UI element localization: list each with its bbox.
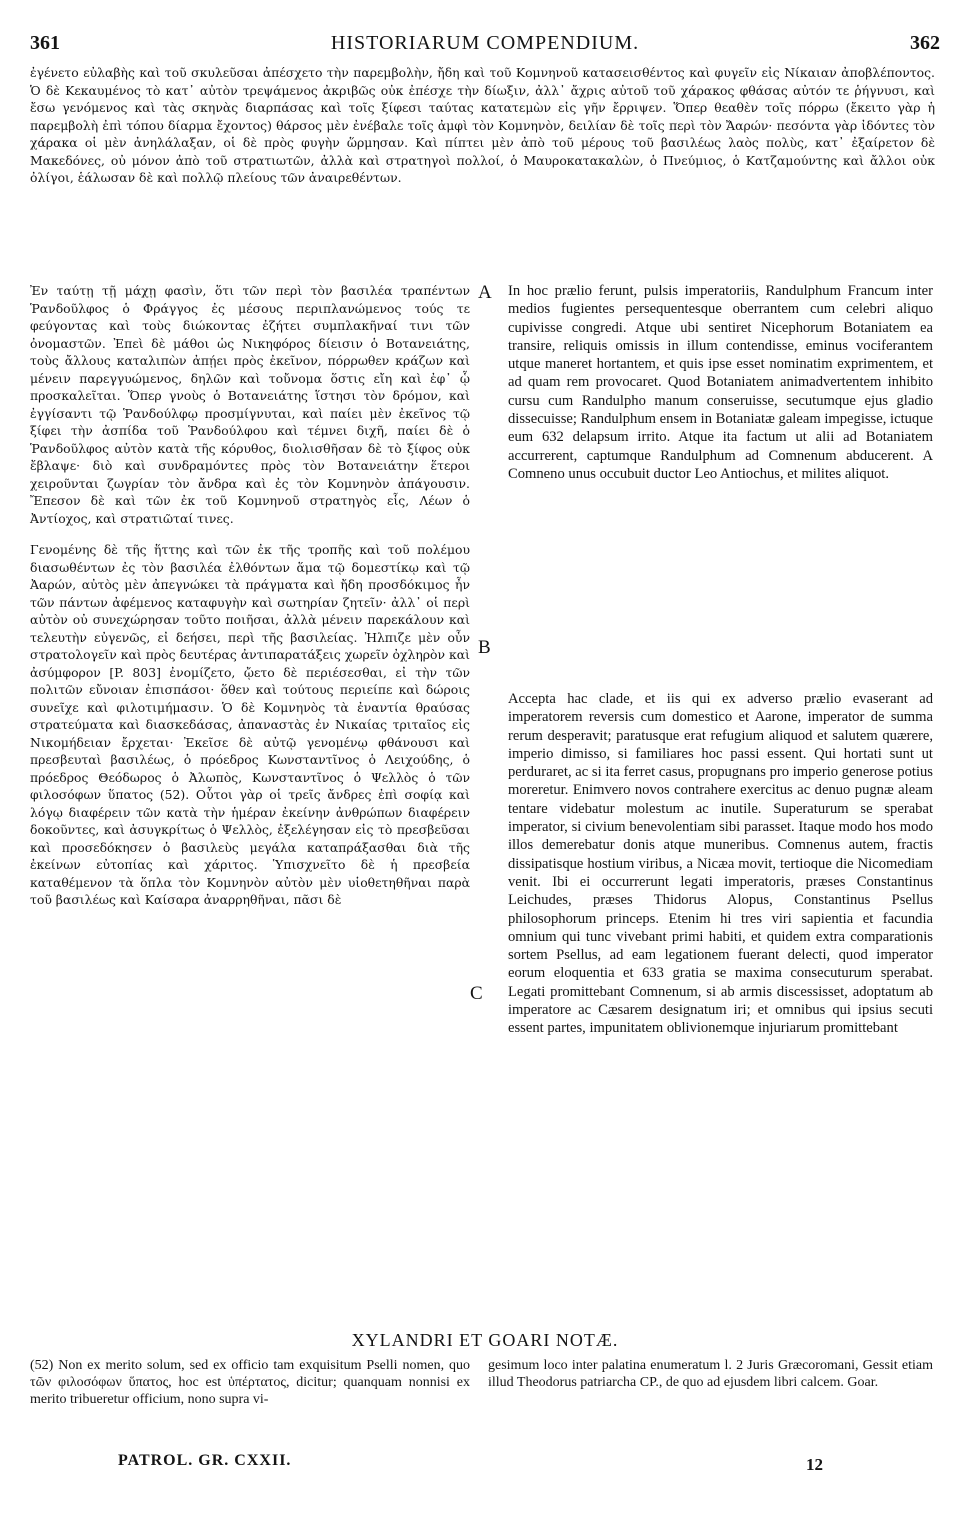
greek-paragraph-2: Γενομένης δὲ τῆς ἥττης καὶ τῶν ἐκ τῆς τροπῆς καὶ τοῦ πολέμου διασωθέντων ἐς τὸν βασιλέα ἐλθόντων ἅμα τῷ δομεστίκῳ καὶ τῷ Ἀαρών, αὐτὸς μὲν ἀπεγνώκει τὰ πράγματα καὶ ἤδη προσδόκιμος ἦν τῶν πάντων ἀφέμενος καταφυγὴν καὶ σωτηρίαν ζητεῖν· ἀλλ᾽ οἱ περὶ αὐτὸν οὐ συνεχώρησαν τοῦτο ποιῆσαι, ἀλλὰ μένειν παρεκάλουν καὶ τελευτὴν εὐγενῶς, εἰ δεήσει, περὶ τῆς βασιλείας. Ἠλπιζε μὲν οὖν στρατολογεῖν καὶ πρὸς δευτέρας ἀντιπαρατάξεις χωρεῖν ὀχληρὸν καὶ ἀσύμφορον [P. 803] ἐνομίζετο, ᾤετο δὲ περιέσεσθαι, εἰ τὴν τῶν πολιτῶν εὔνοιαν ἐπισπάσοι· ὅθεν καὶ τούτους περιείπε καὶ δώροις συνεῖχε καὶ φιλοτιμήμασιν. Ὁ δὲ Κομνηνὸς τὰ ἐναντία θραύσας στρατεύματα καὶ διασκεδάσας, ἀπαναστὰς ἐν Νικαίας τριταῖος εἰς Νικομήδειαν ἔρχεται· Ἐκεῖσε δὲ αὐτῷ γενομένῳ φθάνουσι καὶ πρεσβευταὶ βασιλέως, ὁ πρόεδρος Κωνσταντῖνος ὁ Λειχούδης, ὁ πρόεδρος Θεόδωρος ὁ Ἀλωπὸς, Κωνσταντῖνος ὁ Ψελλὸς ὁ τῶν φιλοσόφων ὕπατος (52). Οὗτοι γὰρ οἱ τρεῖς ἄνδρες ἐπὶ σοφίᾳ καὶ λόγῳ διαφέρειν τῶν κατὰ τὴν ἡμέραν ἐκείνην ἀνθρώπων διαφέρειν δοκοῦντες, καὶ ἀσυγκρίτως ὁ Ψελλὸς, ἐξελέγησαν εἰς τὸ πρεσβεῦσαι καὶ προσεδόκησεν ὁ βασιλεὺς μεγάλα καταπράξασθαι διὰ τῆς ἐκείνων εὐτοπίας καὶ χάριτος. Ὑπισχνεῖτο δὲ ἡ πρεσβεία καταθέμενον τὰ ὅπλα τὸν Κομνηνὸν αὐτὸν μὲν υἱοθετηθῆναι παρὰ τοῦ βασιλέως καὶ Καίσαρα ἀναρρηθῆναι, πᾶσι δὲ bbox=[30, 542, 470, 907]
footnote-left: (52) Non ex merito solum, sed ex officio tam exquisitum Pselli nomen, quo τῶν φιλοσόφων ὕπατος, hoc est ὑπέρτατος, dicitur; quanquam nonnisi ex merito tribueretur officium, nono supra vi- bbox=[30, 1358, 470, 1407]
section-marker-c: C bbox=[470, 983, 483, 1004]
greek-text-top: ἐγένετο εὐλαβὴς καὶ τοῦ σκυλεῦσαι ἀπέσχετο τὴν παρεμβολὴν, ἤδη καὶ τοῦ Κομνηνοῦ κατασεισθέντος καὶ φυγεῖν εἰς Νίκαιαν ἀποβλέποντος. Ὁ δὲ Κεκαυμένος τὸ κατ᾽ αὐτὸν τρεψάμενος ἀκριβῶς οὐκ ἐπέσχε τὴν δίωξιν, ἀλλ᾽ ἄχρις αὐτοῦ τοῦ χάρακος φθάσας αὐτόν τε ῥήγνυσι, καὶ ἔσω γενόμενος καὶ τὰς σκηνὰς διαρπάσας καὶ τοῖς ξίφεσι ταύτας κατατεμὼν εἰς γῆν ἔρριψεν. Ὅπερ θεαθὲν τοῖς πόρρω (ἔκειτο γὰρ ἡ παρεμβολὴ ἐπὶ τόπου δίαρμα ἔχοντος) θάρσος μὲν ἐνέβαλε τοῖς ἀμφὶ τὸν Κομνηνὸν, δειλίαν δὲ τοῖς περὶ τὸν Ἄαρών· πεσόντα γὰρ ἰδόντες τὸν χάρακα οἱ μὲν ἀνηλάλαξαν, οἱ δὲ πρὸς φυγὴν ὥρμησαν. Καὶ πίπτει μὲν ἀπὸ τοῦ μέρους τοῦ βασιλέως λαὸς πολὺς, κατ᾽ ἐξαίρετον δὲ Μακεδόνες, οὐ μόνον ἀπὸ τοῦ στρατιωτῶν, ἀλλὰ καὶ στρατηγοὶ πολλοί, ὁ Μαυροκατακαλὼν, ὁ Πνεύμιος, ὁ Κατζαμούντης καὶ ἄλλοι οὐκ ὀλίγοι, ἑάλωσαν δὲ καὶ πολλῷ πλείους τῶν ἀναιρεθέντων. bbox=[30, 65, 935, 185]
notes-title: XYLANDRI ET GOARI NOTÆ. bbox=[351, 1330, 619, 1350]
latin-translation-c: Accepta hac clade, et iis qui ex adverso prælio evaserant ad imperatorem reversis cum domestico et Aarone, imperator de summa rerum desperavit; paratusque erat refugium aliquod et salutem quærere, imperio dimisso, si familiares hoc passi essent. Qui hortati sunt ut perduraret, ac si ita ferret casus, propugnans pro imperio generose potius moreretur. Enimvero novos contrahere exercitus ac denuo pugnæ aleam tentare videbatur molestum ac inutile. Superaturum se sperabat imperator, si civium benevolentiam sibi parasset. Itaque modo hos modo illos demerebatur donis atque muneribus. Comnenus autem, fractis dissipatisque hostium viribus, a Nicæa movit, tertioque die Nicomediam venit. Ibi ei occurrerunt legati imperatoris, præses Constantinus Leichudes, præses Thidorus Alopus, Constantinus Psellus philosophorum princeps. Etenim hi tres viri sapientia et facundia omnium qui tunc vivebant primi habiti, et quidem extra comparationis sortem Psellus, ad eam legationem fuerant delecti, quod imperator eorum eloquentia et 633 gratia se maxima consecuturum sperabat. Legati promittebant Comnenum, si ab armis discessisset, adoptatum ab imperatore ac Cæsarem designatum iri; et omnibus qui ipsius secuti essent partes, impunitatem oblivionemque injuriarum promittebant bbox=[508, 691, 933, 1037]
greek-text-left-column bbox=[30, 282, 470, 909]
greek-paragraph-1: Ἐν ταύτῃ τῇ μάχῃ φασὶν, ὅτι τῶν περὶ τὸν βασιλέα τραπέντων Ῥανδοῦλφος ὁ Φράγγος ἐς μέσους περιπλανώμενος τούς τε φεύγοντας καὶ τοὺς διώκοντας ἐζήτει συμπλακῆναί τινι τῶν ὀνομαστῶν. Ἐπεὶ δὲ μάθοι ὡς Νικηφόρος δίεισιν ὁ Βοτανειάτης, τοὺς ἄλλους καταλιπὼν ἀπῄει πρὸς ἐκεῖνον, πόρρωθεν κράζων καὶ μένειν παρεγγυώμενος, δηλῶν καὶ τοὔνομα ὅστις εἴη καὶ ἐφ᾽ ᾧ προσκαλεῖται. Ὅπερ γνοὺς ὁ Βοτανειάτης ἵστησι τὸν δρόμον, καὶ ἐγγίσαντι τῷ Ῥανδούλφῳ προσμίγνυται, καὶ παίει μὲν ἐκεῖνος τῷ ξίφει τὴν ἀσπίδα τοῦ Ῥανδούλφου καὶ τέμνει διχῆ, παίει δὲ ὁ Ῥανδοῦλφος αὐτὸν κατὰ τῆς κόρυθος, διολισθῆσαν δὲ τὸ ξίφος οὐκ ἔβλαψε· διὸ καὶ συνδραμόντες πρὸς τὸν Βοτανειάτην ἕτεροι χειροῦνται ζωγρίαν τὸν ἄνδρα καὶ ἐς τὸν Κομνηνὸν ἀπάγουσιν. Ἔπεσον δὲ καὶ τῶν ἐκ τοῦ Κομνηνοῦ στρατηγὸς εἷς, Λέων ὁ Ἀντίοχος, καὶ στρατιῶταί τινες. bbox=[30, 283, 470, 526]
page-number-right: 362 bbox=[910, 32, 940, 54]
footer-sheet-number: 12 bbox=[806, 1455, 823, 1474]
footer-signature: PATROL. GR. CXXII. bbox=[118, 1452, 292, 1469]
running-title: HISTORIARUM COMPENDIUM. bbox=[330, 32, 640, 54]
section-marker-b: B bbox=[478, 637, 491, 658]
latin-translation-a: In hoc prælio ferunt, pulsis imperatoriis, Randulphum Francum inter medios fugientes persequentesque oberrantem cum celebri aliquo cupivisse congredi. Atque ubi sentiret Nicephorum Botaniatem ea transire, reliquis omissis in illum contendisse, eminus vociferantem utque maneret hortantem, et quis ipse esset nominatim exprimentem, et ad quam rem provocaret. Quod Botaniatem animadvertentem inhibito cursu cum Randulpho manum conseruisse, secutumque ejus gladio dissecuisse; Randulphum ensem in Botaniatæ galeam impegisse, ictuque eum 632 delapsum irrito. Atque ita factum ut alii ad Botaniatem accurrerent, captumque Randulphum ad Comnenum abducerent. A Comneno unus occubuit ductor Leo Antiochus, et milites aliquot. bbox=[508, 283, 933, 482]
footnote-right: gesimum loco inter palatina enumeratum l. 2 Juris Græcoromani, Gessit etiam illud Theodorus patriarcha CP., de quo ad ejusdem libri calcem. Goar. bbox=[488, 1358, 933, 1390]
page-header bbox=[30, 32, 940, 58]
section-marker-a: A bbox=[478, 282, 492, 303]
page-number-left: 361 bbox=[30, 32, 60, 54]
